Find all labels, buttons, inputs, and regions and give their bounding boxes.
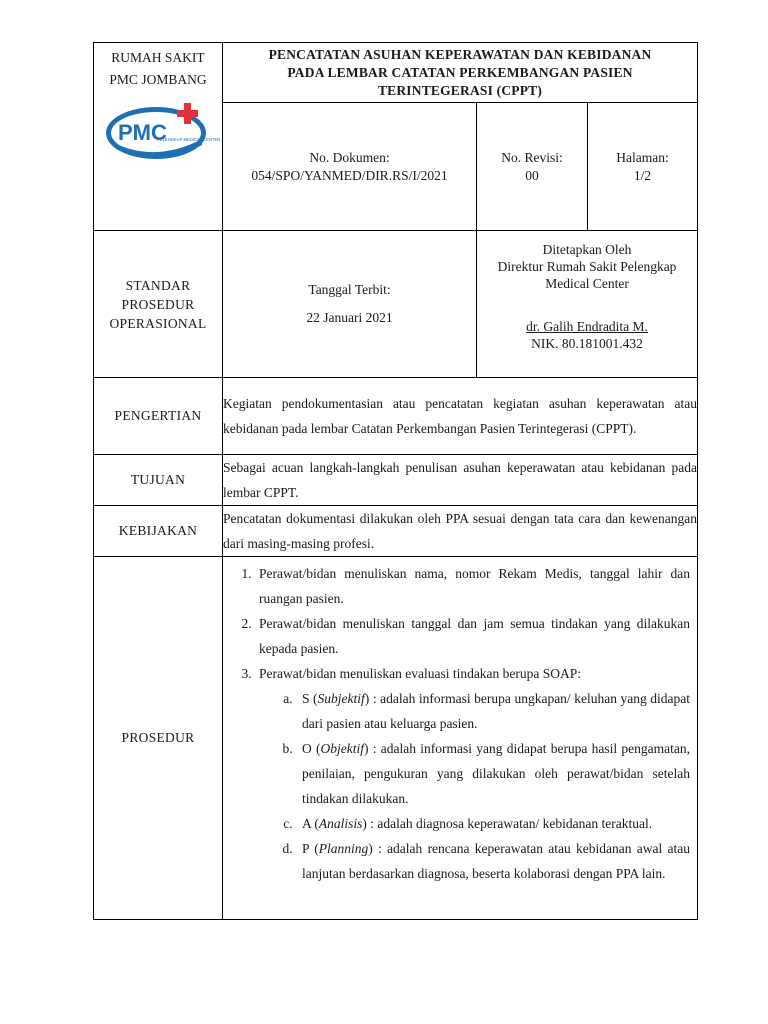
kebijakan-text: Pencatatan dokumentasi dilakukan oleh PPA sesuai dengan tata cara dan kewenangan dari masing-masing profesi. [223,506,698,557]
org-name: RUMAH SAKIT PMC JOMBANG [109,50,207,87]
procedure-steps [223,557,697,890]
doc-number-value: 054/SPO/YANMED/DIR.RS/I/2021 [251,167,448,183]
signer-nik: NIK. 80.181001.432 [531,336,643,351]
issue-date-cell [223,231,477,378]
soap-item-a: c. A (Analisis) : adalah diagnosa keperawatan/ kebidanan teraktual. [296,811,690,836]
pengertian-label: PENGERTIAN [94,378,223,455]
soap-item-p: d. P (Planning) : adalah rencana keperawatan atau kebidanan awal atau lanjutan berdasarkan diagnosa, beserta kolaborasi dengan PPA lain. [296,836,690,886]
prosedur-content [223,557,698,920]
tujuan-label: TUJUAN [94,455,223,506]
hospital-logo [94,91,222,167]
revision-label: No. Revisi: [501,149,563,165]
procedure-step: 2. Perawat/bidan menuliskan tanggal dan jam semua tindakan yang dilakukan kepada pasien. [255,611,690,661]
prosedur-label: PROSEDUR [94,557,223,920]
issue-date-label: Tanggal Terbit: [308,282,391,297]
pmc-logo-icon [104,97,221,161]
soap-list [259,686,690,886]
soap-item-s: a. S (Subjektif) : adalah informasi berupa ungkapan/ keluhan yang didapat dari pasien atau keluarga pasien. [296,686,690,736]
revision-cell [477,103,588,231]
sop-document-table [93,42,698,920]
kebijakan-label: KEBIJAKAN [94,506,223,557]
procedure-step: 1. Perawat/bidan menuliskan nama, nomor Rekam Medis, tanggal lahir dan ruangan pasien. [255,561,690,611]
approval-cell: Ditetapkan Oleh Direktur Rumah Sakit Pelengkap Medical Center dr. Galih Endradita M. NIK. 80.181001.432 [477,231,698,378]
doc-number-cell [223,103,477,231]
org-cell [94,43,223,231]
doc-number-label: No. Dokumen: [309,149,390,165]
signer-name: dr. Galih Endradita M. [526,319,648,334]
pengertian-text: Kegiatan pendokumentasian atau pencatatan kegiatan asuhan keperawatan atau kebidanan pada lembar Catatan Perkembangan Pasien Terintegerasi (CPPT). [223,378,698,455]
sop-type-cell: STANDAR PROSEDUR OPERASIONAL [94,231,223,378]
issue-date-value: 22 Januari 2021 [306,310,393,325]
revision-value: 00 [525,167,539,183]
soap-item-o: b. O (Objektif) : adalah informasi yang didapat berupa hasil pengamatan, penilaian, pengukuran yang dilakukan oleh perawat/bidan setelah tindakan dilakukan. [296,736,690,811]
page-label: Halaman: [616,149,669,165]
tujuan-text: Sebagai acuan langkah-langkah penulisan asuhan keperawatan atau kebidanan pada lembar CPPT. [223,455,698,506]
document-title: PENCATATAN ASUHAN KEPERAWATAN DAN KEBIDANAN PADA LEMBAR CATATAN PERKEMBANGAN PASIEN TERINTEGERASI (CPPT) [223,43,698,103]
logo-text: PMC [118,120,167,145]
logo-subtext: PELENGKAP MEDICAL CENTER [157,137,221,142]
page-cell [588,103,698,231]
page-value: 1/2 [633,167,652,183]
procedure-step: 3. Perawat/bidan menuliskan evaluasi tindakan berupa SOAP: a. S (Subjektif) : adalah informasi berupa ungkapan/ keluhan yang didapat dari pasien atau keluarga pasien. b. O (Objektif) : adalah informasi yang didapat berupa hasil pengamatan, penilaian, pengukuran yang dilakukan oleh perawat/bidan setelah tindakan dilakukan. c. A (Analisis) : adalah diagnosa keperawatan/ kebidanan teraktual. d. P (Planning) : adalah rencana keperawatan atau kebidanan awal atau lanjutan berdasarkan diagnosa, beserta kolaborasi dengan PPA lain. [255,661,690,886]
